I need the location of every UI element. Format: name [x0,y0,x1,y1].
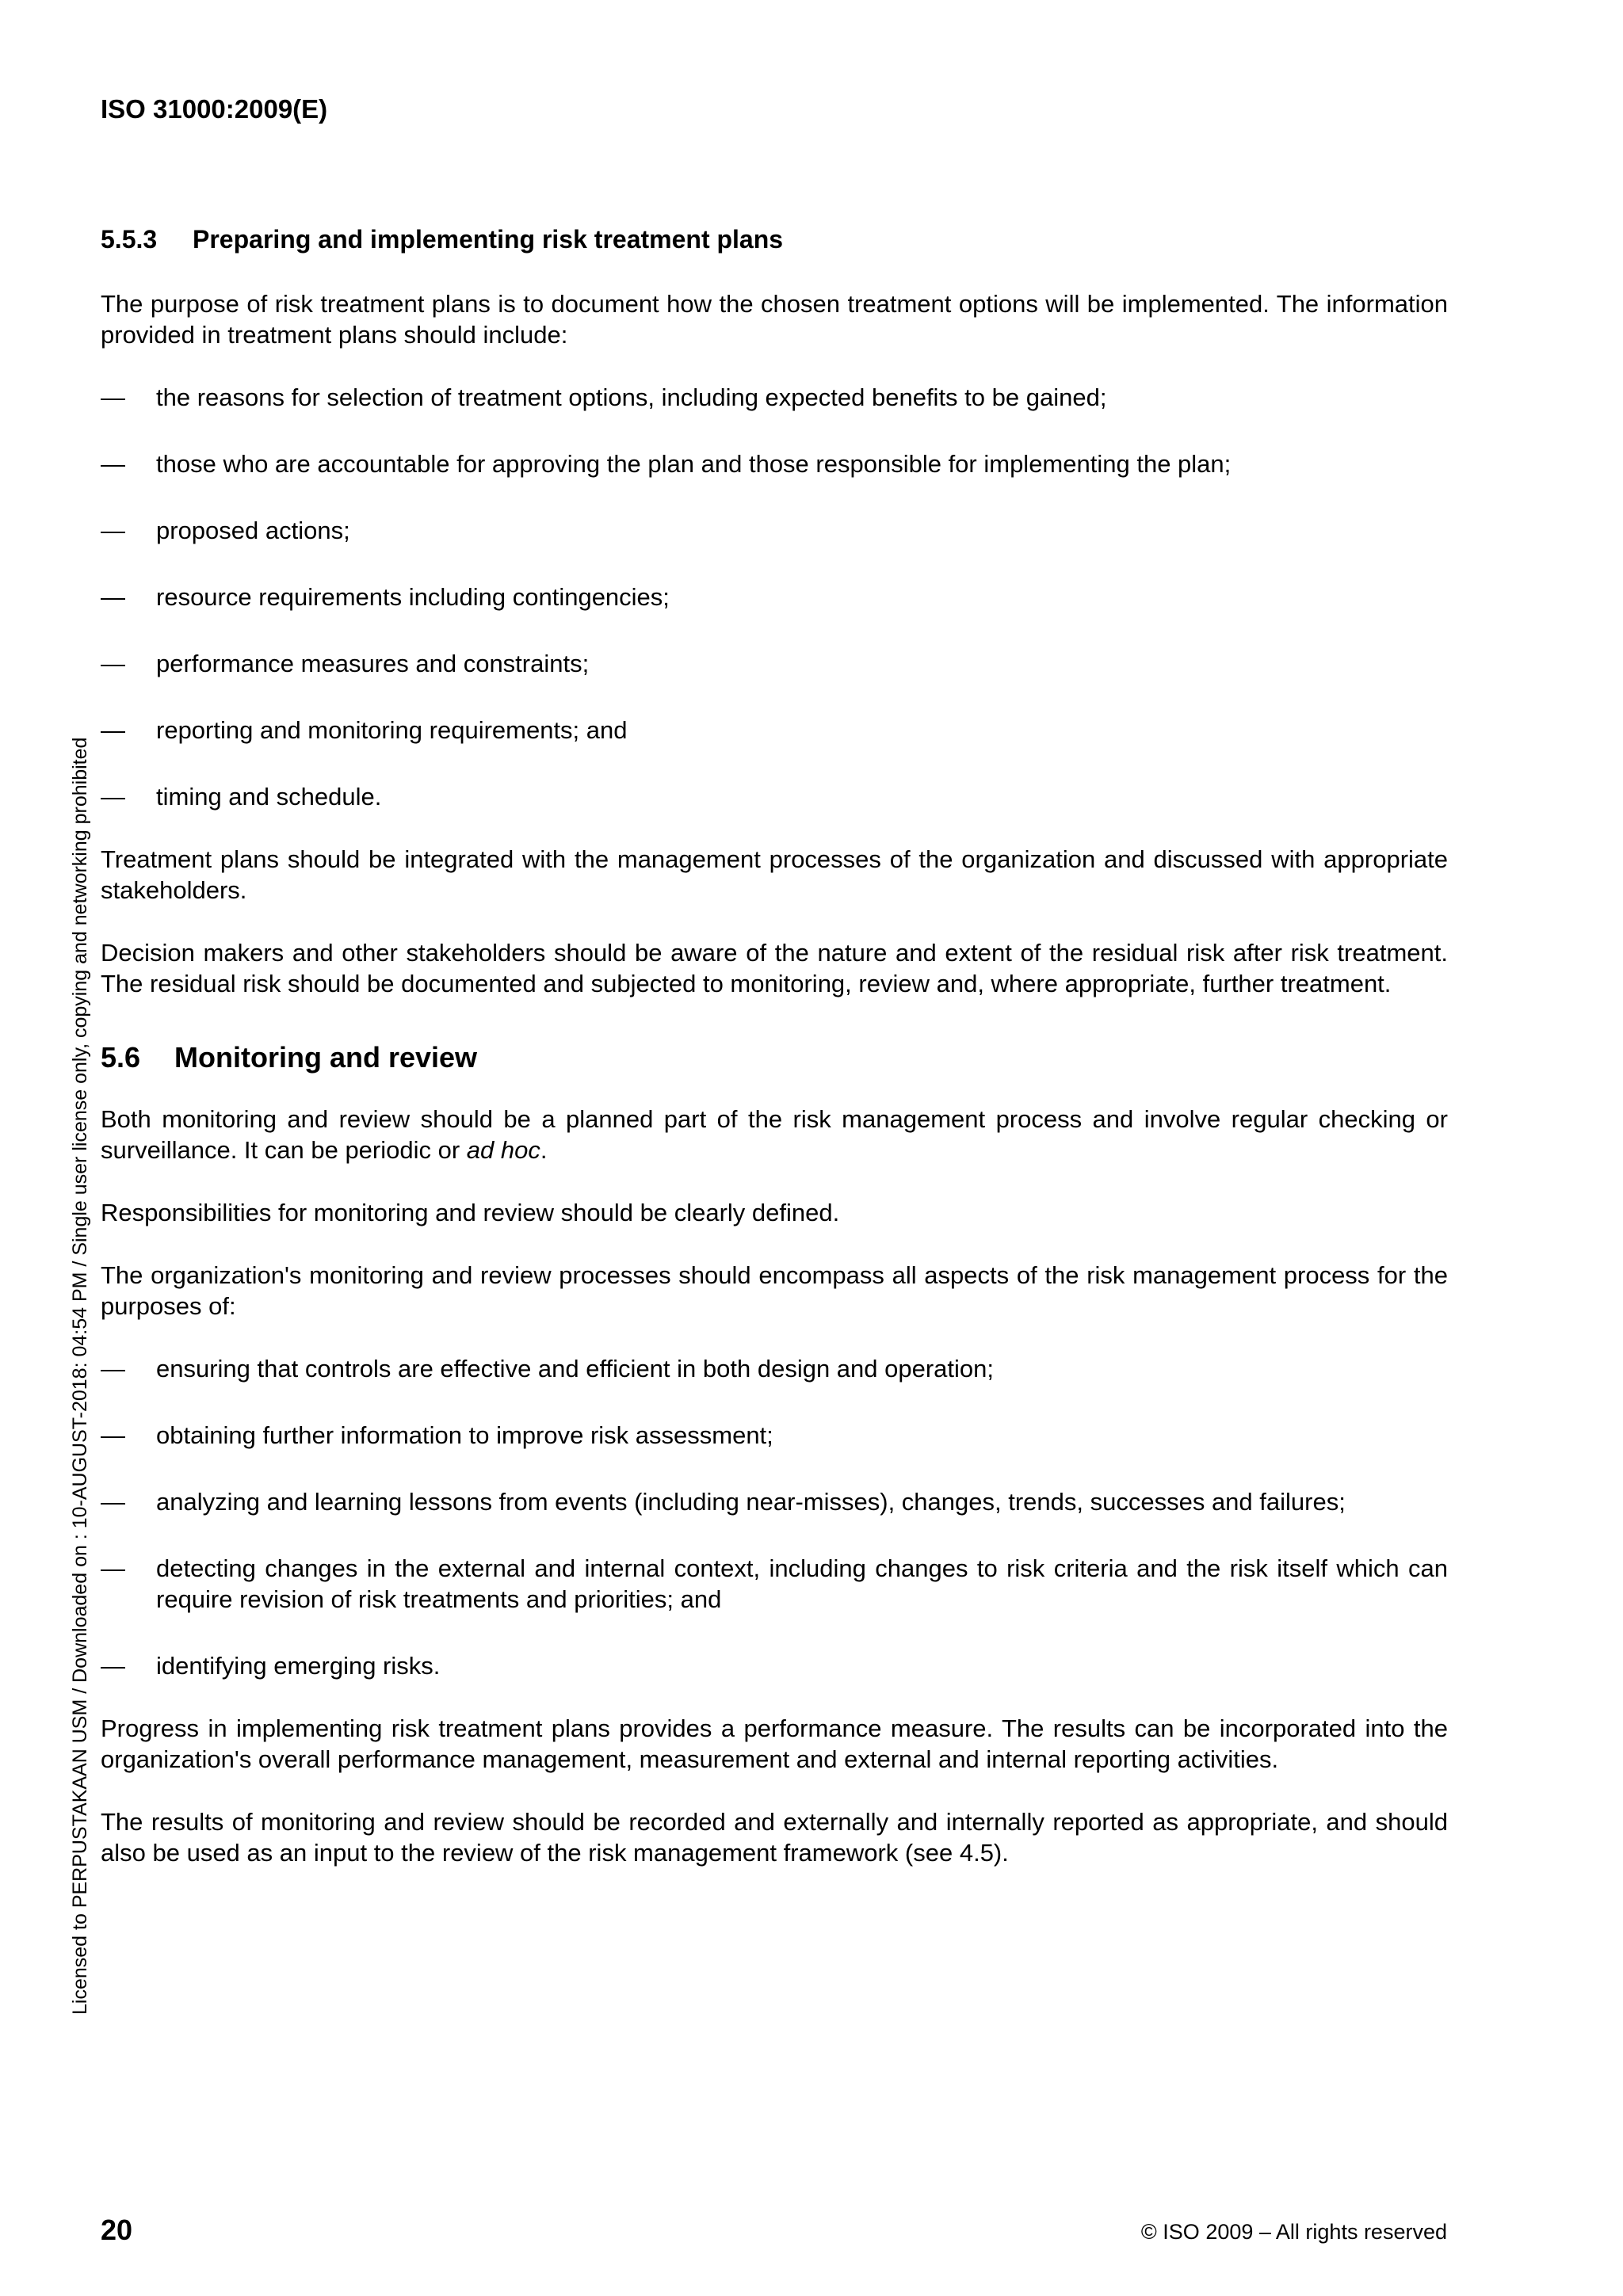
dash-marker: — [101,517,125,544]
list-item-text: timing and schedule. [156,783,382,810]
section-title: Preparing and implementing risk treatment plans [193,225,784,254]
list-item [101,1420,1448,1451]
list-item-text: performance measures and constraints; [156,650,590,677]
list-item-text: those who are accountable for approving the plan and those responsible for implementing the plan; [156,450,1232,478]
dash-marker: — [101,716,125,744]
list-item [101,648,1448,679]
section-title: Monitoring and review [174,1041,478,1074]
list-item-text: proposed actions; [156,517,350,544]
list-item-text: detecting changes in the external and internal context, including changes to risk criteria and the risk itself which can require revision of risk treatments and priorities; and [156,1554,1448,1613]
dash-marker: — [101,650,125,677]
list-item-text: obtaining further information to improve risk assessment; [156,1421,773,1449]
list-item-text: the reasons for selection of treatment options, including expected benefits to be gained; [156,383,1107,411]
section-5-6-heading [101,1040,1448,1075]
list-item [101,382,1448,413]
paragraph-residual-risk: Decision makers and other stakeholders should be aware of the nature and extent of the residual risk after risk treatment. The residual risk should be documented and subjected to monitoring, review and, where appropriate, further treatment. [101,939,1448,997]
page-number: 20 [101,2214,133,2246]
dash-marker: — [101,1421,125,1449]
paragraph-integration: Treatment plans should be integrated with the management processes of the organization and discussed with appropriate stakeholders. [101,845,1448,904]
list-item-text: reporting and monitoring requirements; and [156,716,628,744]
list-item [101,1486,1448,1517]
dash-marker: — [101,1554,125,1582]
dash-marker: — [101,383,125,411]
paragraph-progress: Progress in implementing risk treatment plans provides a performance measure. The results can be incorporated into the organization's overall performance management, measurement and external and internal reporting activities. [101,1714,1448,1773]
treatment-plan-contents-list [101,382,1448,812]
dash-marker: — [101,1488,125,1516]
list-item [101,715,1448,746]
license-watermark-text: Licensed to PERPUSTAKAAN USM / Downloaded on : 10-AUGUST-2018: 04:54 PM / Single user license only, copying and networking prohibited [69,737,91,2015]
dash-marker: — [101,1355,125,1383]
monitoring-purposes-list [101,1353,1448,1681]
paragraph-monitoring-intro [101,1104,1448,1165]
dash-marker: — [101,1652,125,1680]
section-number: 5.6 [101,1041,141,1074]
paragraph-text: Both monitoring and review should be a planned part of the risk management process and involve regular checking or surveillance. It can be periodic or [101,1105,1448,1164]
paragraph-text-end: . [540,1136,548,1164]
page-content [101,223,1448,1900]
paragraph-processes-purposes: The organization's monitoring and review processes should encompass all aspects of the risk management process for the purposes of: [101,1261,1448,1320]
dash-marker: — [101,783,125,810]
paragraph-responsibilities: Responsibilities for monitoring and review should be clearly defined. [101,1199,840,1226]
list-item-text: resource requirements including contingencies; [156,583,670,611]
list-item [101,1553,1448,1615]
list-item-text: analyzing and learning lessons from events (including near-misses), changes, trends, successes and failures; [156,1488,1346,1516]
list-item-text: identifying emerging risks. [156,1652,441,1680]
paragraph-treatment-plans-intro: The purpose of risk treatment plans is to document how the chosen treatment options will be implemented. The information provided in treatment plans should include: [101,290,1448,349]
section-number: 5.5.3 [101,225,158,254]
list-item [101,448,1448,479]
list-item-text: ensuring that controls are effective and efficient in both design and operation; [156,1355,995,1383]
copyright-notice: © ISO 2009 – All rights reserved [1140,2220,1447,2244]
list-item [101,781,1448,812]
italic-term: ad hoc [466,1136,540,1164]
dash-marker: — [101,583,125,611]
list-item [101,582,1448,612]
document-id-header: ISO 31000:2009(E) [101,94,328,124]
paragraph-results: The results of monitoring and review should be recorded and externally and internally reported as appropriate, and should also be used as an input to the review of the risk management framework (see 4.5). [101,1808,1448,1867]
dash-marker: — [101,450,125,478]
list-item [101,1353,1448,1384]
list-item [101,515,1448,546]
list-item [101,1650,1448,1681]
section-5-5-3-heading [101,223,1448,255]
